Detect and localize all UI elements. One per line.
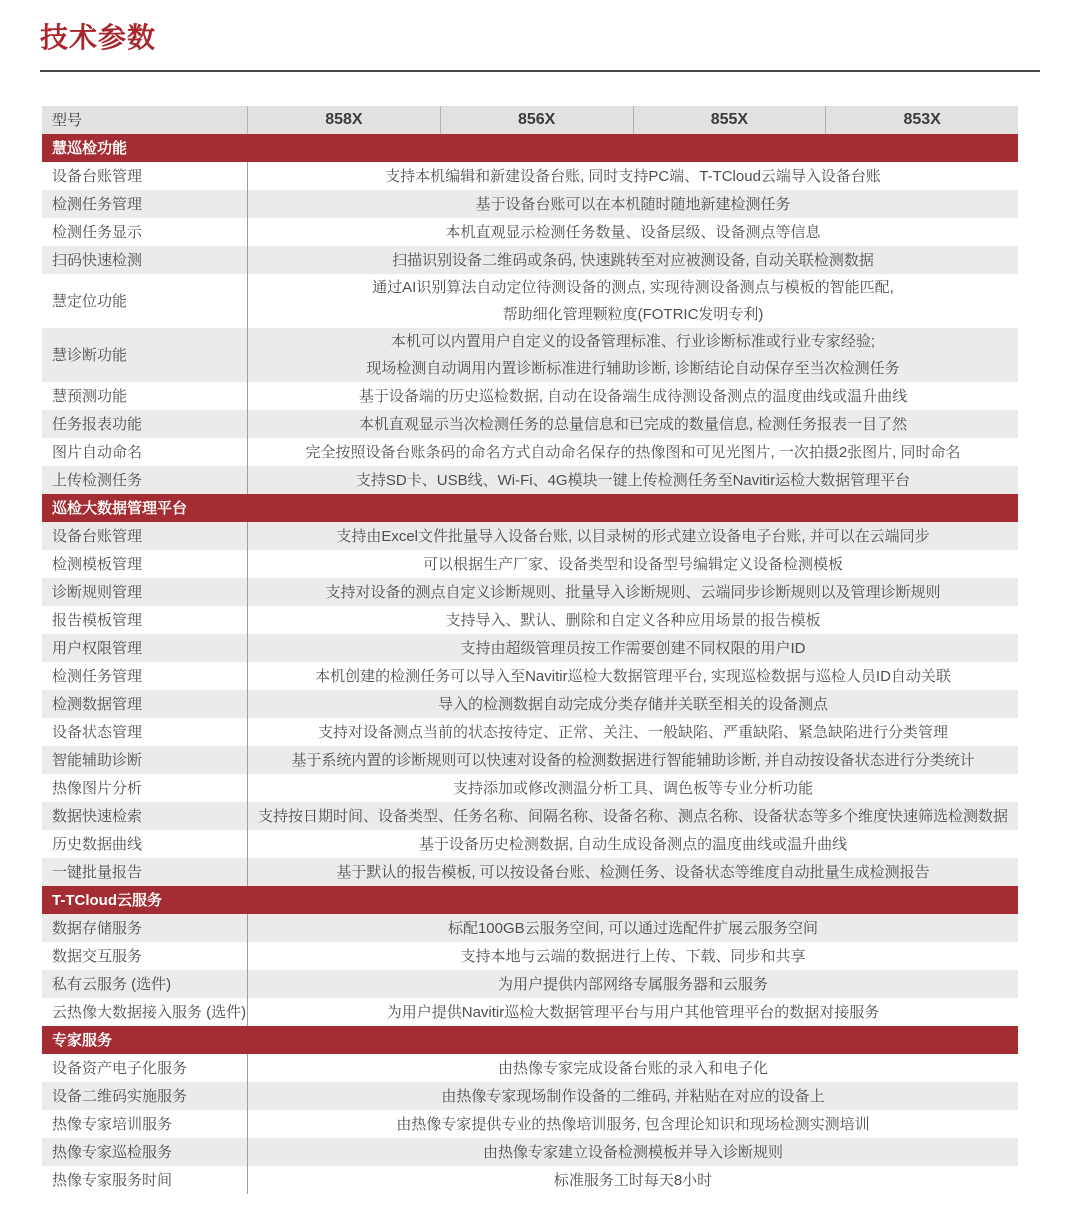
title-divider xyxy=(40,70,1040,72)
spec-row-value-line: 完全按照设备台账条码的命名方式自动命名保存的热像图和可见光图片, 一次拍摄2张图片, 同时命名 xyxy=(305,443,961,461)
section-header: 专家服务 xyxy=(42,1026,1018,1054)
spec-row-value-line: 本机可以内置用户自定义的设备管理标准、行业诊断标准或行业专家经验; xyxy=(390,333,876,350)
section-header: 慧巡检功能 xyxy=(42,134,1018,162)
spec-row xyxy=(42,438,1018,466)
spec-row-label: 图片自动命名 xyxy=(52,443,143,461)
spec-row xyxy=(42,942,1018,970)
spec-row-value-line: 支持对设备测点当前的状态按待定、正常、关注、一般缺陷、严重缺陷、紧急缺陷进行分类管理 xyxy=(317,723,948,741)
spec-row-label: 设备资产电子化服务 xyxy=(52,1059,188,1077)
spec-row-value xyxy=(247,410,1018,438)
spec-row-value xyxy=(247,162,1018,190)
spec-row-value xyxy=(247,190,1018,218)
spec-row-label: 设备台账管理 xyxy=(52,167,143,185)
spec-row xyxy=(42,328,1018,382)
spec-row xyxy=(42,1138,1018,1166)
spec-row-label: 设备状态管理 xyxy=(52,723,143,741)
spec-row-label: 热像图片分析 xyxy=(52,779,143,797)
spec-row-value-line: 由热像专家建立设备检测模板并导入诊断规则 xyxy=(482,1143,783,1161)
spec-row-value-line: 由热像专家提供专业的热像培训服务, 包含理论知识和现场检测实测培训 xyxy=(396,1115,870,1133)
spec-row xyxy=(42,162,1018,190)
header-model-label: 型号 xyxy=(52,111,83,129)
spec-row-value xyxy=(247,746,1018,774)
spec-row-value-line: 支持由超级管理员按工作需要创建不同权限的用户ID xyxy=(460,639,806,657)
spec-row-value xyxy=(247,550,1018,578)
spec-row-value xyxy=(247,1110,1018,1138)
spec-row xyxy=(42,578,1018,606)
spec-table xyxy=(42,106,1018,1194)
spec-row xyxy=(42,1082,1018,1110)
spec-row-value xyxy=(247,438,1018,466)
spec-row xyxy=(42,522,1018,550)
spec-row-value xyxy=(247,774,1018,802)
spec-row-label: 热像专家服务时间 xyxy=(52,1171,173,1189)
spec-row-label: 慧诊断功能 xyxy=(52,346,128,364)
spec-row-value-line: 支持对设备的测点自定义诊断规则、批量导入诊断规则、云端同步诊断规则以及管理诊断规则 xyxy=(325,583,941,601)
spec-row-label: 慧预测功能 xyxy=(52,387,128,405)
spec-row xyxy=(42,410,1018,438)
spec-row-value-line: 帮助细化管理颗粒度(FOTRIC发明专利) xyxy=(502,306,764,323)
spec-row xyxy=(42,550,1018,578)
spec-row-label: 云热像大数据接入服务 (选件) xyxy=(52,1003,247,1021)
header-model-column: 858X xyxy=(247,106,440,134)
page-title: 技术参数 xyxy=(40,22,157,53)
spec-row-label: 检测数据管理 xyxy=(52,695,143,713)
spec-row-value-line: 可以根据生产厂家、设备类型和设备型号编辑定义设备检测模板 xyxy=(422,555,843,573)
spec-row-label: 检测任务管理 xyxy=(52,195,143,213)
spec-row-value xyxy=(247,328,1018,382)
spec-row xyxy=(42,914,1018,942)
spec-row xyxy=(42,1166,1018,1194)
spec-row xyxy=(42,274,1018,328)
spec-row-value-line: 基于系统内置的诊断规则可以快速对设备的检测数据进行智能辅助诊断, 并自动按设备状态进行分类统计 xyxy=(291,751,975,769)
spec-row-value-line: 基于设备端的历史巡检数据, 自动在设备端生成待测设备测点的温度曲线或温升曲线 xyxy=(358,387,908,405)
spec-row-value-line: 标配100GB云服务空间, 可以通过选配件扩展云服务空间 xyxy=(447,919,819,937)
spec-row-value-line: 本机创建的检测任务可以导入至Navitir巡检大数据管理平台, 实现巡检数据与巡检人员ID自动关联 xyxy=(315,667,951,685)
spec-row xyxy=(42,190,1018,218)
spec-row-label: 热像专家培训服务 xyxy=(52,1115,173,1133)
spec-row-value-line: 通过AI识别算法自动定位待测设备的测点, 实现待测设备测点与模板的智能匹配, xyxy=(372,279,894,296)
spec-row-value-line: 现场检测自动调用内置诊断标准进行辅助诊断, 诊断结论自动保存至当次检测任务 xyxy=(366,360,900,377)
spec-row xyxy=(42,998,1018,1026)
spec-row-label: 热像专家巡检服务 xyxy=(52,1143,173,1161)
spec-row-value xyxy=(247,970,1018,998)
spec-row-label: 检测模板管理 xyxy=(52,555,143,573)
spec-row-label: 设备台账管理 xyxy=(52,527,143,545)
spec-row-value xyxy=(247,858,1018,886)
section-header: 巡检大数据管理平台 xyxy=(42,494,1018,522)
spec-row-value xyxy=(247,914,1018,942)
spec-row-value-line: 支持按日期时间、设备类型、任务名称、间隔名称、设备名称、测点名称、设备状态等多个维度快速筛选检测数据 xyxy=(257,807,1008,825)
spec-row xyxy=(42,1110,1018,1138)
spec-row-value xyxy=(247,1138,1018,1166)
spec-row-label: 私有云服务 (选件) xyxy=(52,975,172,993)
spec-row-label: 任务报表功能 xyxy=(52,415,143,433)
spec-row xyxy=(42,382,1018,410)
spec-row-value xyxy=(247,690,1018,718)
spec-row-label: 上传检测任务 xyxy=(52,471,143,489)
spec-row-value xyxy=(247,466,1018,494)
spec-row xyxy=(42,858,1018,886)
spec-row xyxy=(42,830,1018,858)
spec-row-label: 智能辅助诊断 xyxy=(52,751,143,769)
spec-row-value xyxy=(247,830,1018,858)
spec-row-value xyxy=(247,942,1018,970)
spec-row-label: 诊断规则管理 xyxy=(52,583,143,601)
spec-row-value-line: 基于设备历史检测数据, 自动生成设备测点的温度曲线或温升曲线 xyxy=(418,835,848,853)
spec-row xyxy=(42,466,1018,494)
spec-row-value-line: 支持本地与云端的数据进行上传、下载、同步和共享 xyxy=(460,947,806,965)
spec-row xyxy=(42,606,1018,634)
spec-row-label: 数据快速检索 xyxy=(52,807,143,825)
spec-row-value-line: 支持添加或修改测温分析工具、调色板等专业分析功能 xyxy=(452,779,813,797)
header-model-column: 853X xyxy=(825,106,1018,134)
spec-row-value-line: 基于默认的报告模板, 可以按设备台账、检测任务、设备状态等维度自动批量生成检测报告 xyxy=(336,863,930,881)
spec-row-value-line: 由热像专家现场制作设备的二维码, 并粘贴在对应的设备上 xyxy=(441,1087,825,1105)
spec-row-value xyxy=(247,382,1018,410)
spec-row-value-line: 基于设备台账可以在本机随时随地新建检测任务 xyxy=(475,195,791,213)
spec-row xyxy=(42,718,1018,746)
table-header-row xyxy=(42,106,1018,134)
spec-row xyxy=(42,746,1018,774)
spec-row-label: 一键批量报告 xyxy=(52,863,143,881)
spec-row-value-line: 支持由Excel文件批量导入设备台账, 以目录树的形式建立设备电子台账, 并可以在云端同步 xyxy=(336,527,930,545)
spec-row-label: 用户权限管理 xyxy=(52,639,143,657)
spec-row-value xyxy=(247,1166,1018,1194)
table-sections xyxy=(42,134,1018,1194)
spec-row-label: 报告模板管理 xyxy=(52,611,143,629)
spec-row-value-line: 扫描识别设备二维码或条码, 快速跳转至对应被测设备, 自动关联检测数据 xyxy=(392,251,874,269)
spec-row-value xyxy=(247,1054,1018,1082)
spec-row-label: 设备二维码实施服务 xyxy=(52,1087,188,1105)
spec-row-value-line: 导入的检测数据自动完成分类存储并关联至相关的设备测点 xyxy=(437,695,828,713)
spec-row-label: 数据交互服务 xyxy=(52,947,143,965)
spec-row-value xyxy=(247,1082,1018,1110)
spec-row-value xyxy=(247,218,1018,246)
spec-row-value xyxy=(247,246,1018,274)
spec-sheet-page xyxy=(0,16,1080,1225)
spec-row-value xyxy=(247,634,1018,662)
spec-row xyxy=(42,802,1018,830)
spec-row xyxy=(42,774,1018,802)
spec-row-value-line: 本机直观显示检测任务数量、设备层级、设备测点等信息 xyxy=(445,223,821,241)
spec-row-value xyxy=(247,718,1018,746)
spec-row-value-line: 标准服务工时每天8小时 xyxy=(553,1171,713,1189)
header-model-column: 855X xyxy=(633,106,826,134)
spec-row-label: 扫码快速检测 xyxy=(52,251,143,269)
spec-row xyxy=(42,970,1018,998)
spec-row-label: 历史数据曲线 xyxy=(52,835,143,853)
spec-row-value-line: 支持本机编辑和新建设备台账, 同时支持PC端、T-TCloud云端导入设备台账 xyxy=(385,167,881,185)
header-model-column: 856X xyxy=(440,106,633,134)
spec-row xyxy=(42,218,1018,246)
spec-row-label: 检测任务管理 xyxy=(52,667,143,685)
spec-row-value-line: 为用户提供内部网络专属服务器和云服务 xyxy=(497,975,768,993)
spec-row-value xyxy=(247,802,1018,830)
section-header: T-TCloud云服务 xyxy=(42,886,1018,914)
spec-row-value xyxy=(247,662,1018,690)
spec-row xyxy=(42,690,1018,718)
spec-row-value xyxy=(247,578,1018,606)
spec-row-value xyxy=(247,606,1018,634)
spec-row xyxy=(42,662,1018,690)
spec-row xyxy=(42,1054,1018,1082)
spec-row-value-line: 支持导入、默认、删除和自定义各种应用场景的报告模板 xyxy=(445,611,821,629)
spec-row-value xyxy=(247,274,1018,328)
spec-row-label: 慧定位功能 xyxy=(52,292,128,310)
spec-row-value-line: 由热像专家完成设备台账的录入和电子化 xyxy=(497,1059,768,1077)
spec-row-value-line: 支持SD卡、USB线、Wi-Fi、4G模块一键上传检测任务至Navitir运检大数据管理平台 xyxy=(355,471,911,489)
spec-row-value-line: 本机直观显示当次检测任务的总量信息和已完成的数量信息, 检测任务报表一目了然 xyxy=(358,415,908,433)
spec-row-value xyxy=(247,998,1018,1026)
spec-row xyxy=(42,246,1018,274)
spec-row xyxy=(42,634,1018,662)
spec-row-value xyxy=(247,522,1018,550)
spec-row-label: 检测任务显示 xyxy=(52,223,143,241)
spec-row-value-line: 为用户提供Navitir巡检大数据管理平台与用户其他管理平台的数据对接服务 xyxy=(386,1003,880,1021)
spec-row-label: 数据存储服务 xyxy=(52,919,143,937)
